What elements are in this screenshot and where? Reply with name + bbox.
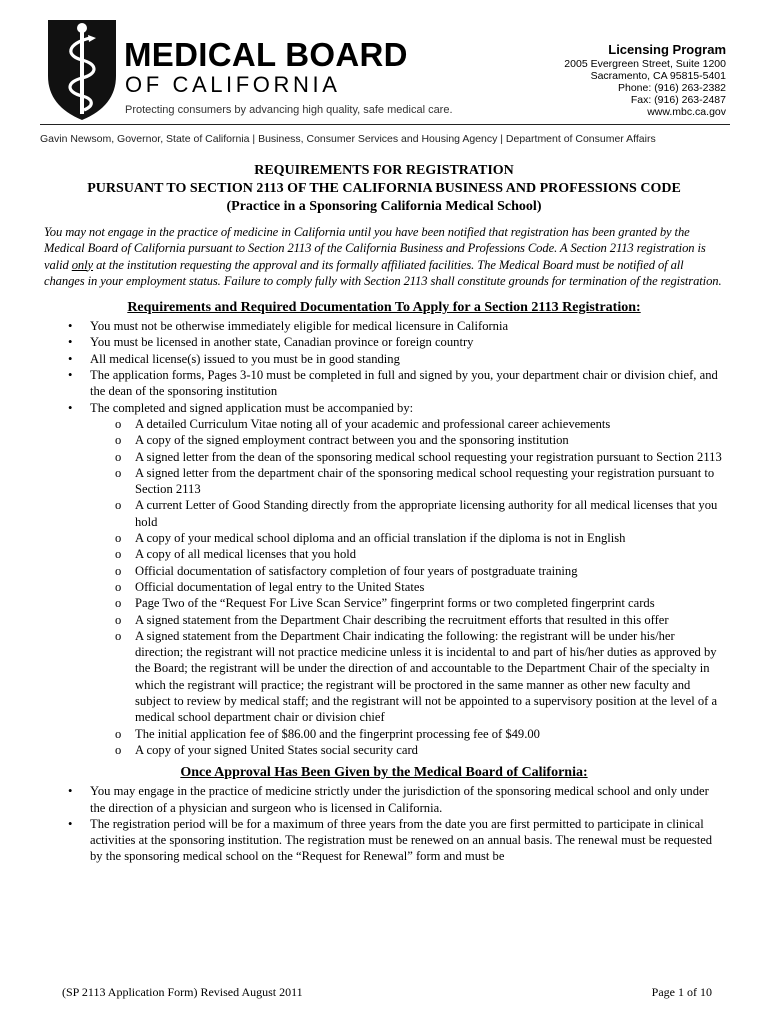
sublist-item: o A current Letter of Good Standing directly from the appropriate licensing authority for all medical licenses that you hold bbox=[90, 497, 724, 530]
list-item: • You may engage in the practice of medicine strictly under the jurisdiction of the sponsoring medical school and only under the direction of a physician and surgeon who is licensed in California. bbox=[44, 783, 724, 816]
list-item: • The registration period will be for a maximum of three years from the date you are first permitted to participate in clinical activities at the sponsoring institution. The registration must be renewed on an annual basis. The renewal must be requested by the sponsoring medical school on the “Request for Renewal” form and must be bbox=[44, 816, 724, 865]
sublist-item: o A signed letter from the dean of the sponsoring medical school requesting your registration pursuant to Section 2113 bbox=[90, 449, 724, 465]
sublist-item: o A copy of your medical school diploma and an official translation if the diploma is not in English bbox=[90, 530, 724, 546]
sublist-item: o Page Two of the “Request For Live Scan Service” fingerprint forms or two completed fingerprint cards bbox=[90, 595, 724, 611]
header-divider bbox=[40, 124, 730, 125]
list-item: • You must not be otherwise immediately eligible for medical licensure in California bbox=[44, 318, 724, 334]
government-line: Gavin Newsom, Governor, State of California | Business, Consumer Services and Housing Agency | Department of Consumer Affairs bbox=[40, 133, 656, 145]
document-body bbox=[44, 162, 724, 865]
intro-text-end: at the institution requesting the approval and its formally affiliated facilities. The Medical Board must be notified of all changes in your employment status. Failure to comply fully with Section 2113 shall constitute grounds for termination of the registration. bbox=[44, 257, 722, 288]
list-item-with-sublist bbox=[44, 400, 724, 759]
sublist-item: o A copy of your signed United States social security card bbox=[90, 742, 724, 758]
list-item: • The application forms, Pages 3-10 must be completed in full and signed by you, your department chair or division chief, and the dean of the sponsoring institution bbox=[44, 367, 724, 400]
sublist-item: o A copy of the signed employment contract between you and the sponsoring institution bbox=[90, 432, 724, 448]
contact-block bbox=[564, 42, 726, 118]
program-name: Licensing Program bbox=[608, 42, 726, 57]
phone-number: Phone: (916) 263-2382 bbox=[618, 82, 726, 94]
list-item-text: The completed and signed application must be accompanied by: bbox=[90, 400, 414, 415]
form-revision-footer: (SP 2113 Application Form) Revised August 2011 bbox=[62, 985, 303, 999]
sublist-item: o A signed statement from the Department Chair indicating the following: the registrant will be under his/her direction; the registrant will not practice medicine unless it is incidental to and part of his/her duties as approved by the Board; the registrant will be under the direction of and accountable to the Department Chair of the specialty in which the registrant will practice; the registrant will be proctored in the same manner as other new faculty and subject to review by medical staff; and the registrant will not be appointed to a supervisory position at the level of a medical school department chair or division chief bbox=[90, 628, 724, 726]
address-line-1: 2005 Evergreen Street, Suite 1200 bbox=[564, 58, 726, 70]
intro-text-emphasis: only bbox=[71, 257, 94, 272]
board-title: MEDICAL BOARD bbox=[124, 36, 408, 73]
document-title-line-1: REQUIREMENTS FOR REGISTRATION bbox=[254, 163, 514, 178]
board-tagline: Protecting consumers by advancing high quality, safe medical care. bbox=[125, 104, 453, 116]
intro-paragraph bbox=[44, 224, 724, 289]
fax-number: Fax: (916) 263-2487 bbox=[630, 94, 726, 106]
sublist-item: o A copy of all medical licenses that you hold bbox=[90, 546, 724, 562]
requirements-heading: Requirements and Required Documentation To Apply for a Section 2113 Registration: bbox=[127, 300, 641, 316]
sublist-item: o The initial application fee of $86.00 and the fingerprint processing fee of $49.00 bbox=[90, 726, 724, 742]
sublist-item: o A signed statement from the Department Chair describing the recruitment efforts that resulted in this offer bbox=[90, 612, 724, 628]
website-link[interactable]: www.mbc.ca.gov bbox=[647, 106, 726, 118]
intro-text-start: You may not engage in the practice of medicine in California until you have been notified that registration has been granted by the Medical Board of California pursuant to Section 2113 of the California Business and Professions Code. A Section 2113 registration is valid bbox=[44, 225, 706, 272]
document-title-line-2: PURSUANT TO SECTION 2113 OF THE CALIFORNIA BUSINESS AND PROFESSIONS CODE bbox=[87, 181, 681, 196]
address-line-2: Sacramento, CA 95815-5401 bbox=[590, 70, 726, 82]
sublist-item: o Official documentation of legal entry to the United States bbox=[90, 579, 724, 595]
sublist-item: o A detailed Curriculum Vitae noting all of your academic and professional career achievements bbox=[90, 416, 724, 432]
document-title-line-3: (Practice in a Sponsoring California Medical School) bbox=[226, 199, 542, 214]
page-number: Page 1 of 10 bbox=[651, 985, 712, 999]
letterhead bbox=[0, 0, 770, 150]
approval-heading: Once Approval Has Been Given by the Medical Board of California: bbox=[180, 765, 588, 781]
list-item: • You must be licensed in another state, Canadian province or foreign country bbox=[44, 334, 724, 350]
requirements-list bbox=[44, 318, 724, 758]
list-item: • All medical license(s) issued to you must be in good standing bbox=[44, 351, 724, 367]
medical-board-seal-icon bbox=[44, 14, 120, 122]
board-subtitle: OF CALIFORNIA bbox=[125, 72, 341, 97]
documentation-sublist bbox=[90, 416, 724, 758]
sublist-item: o Official documentation of satisfactory completion of four years of postgraduate training bbox=[90, 563, 724, 579]
approval-list bbox=[44, 783, 724, 864]
sublist-item: o A signed letter from the department chair of the sponsoring medical school requesting your registration pursuant to Section 2113 bbox=[90, 465, 724, 498]
